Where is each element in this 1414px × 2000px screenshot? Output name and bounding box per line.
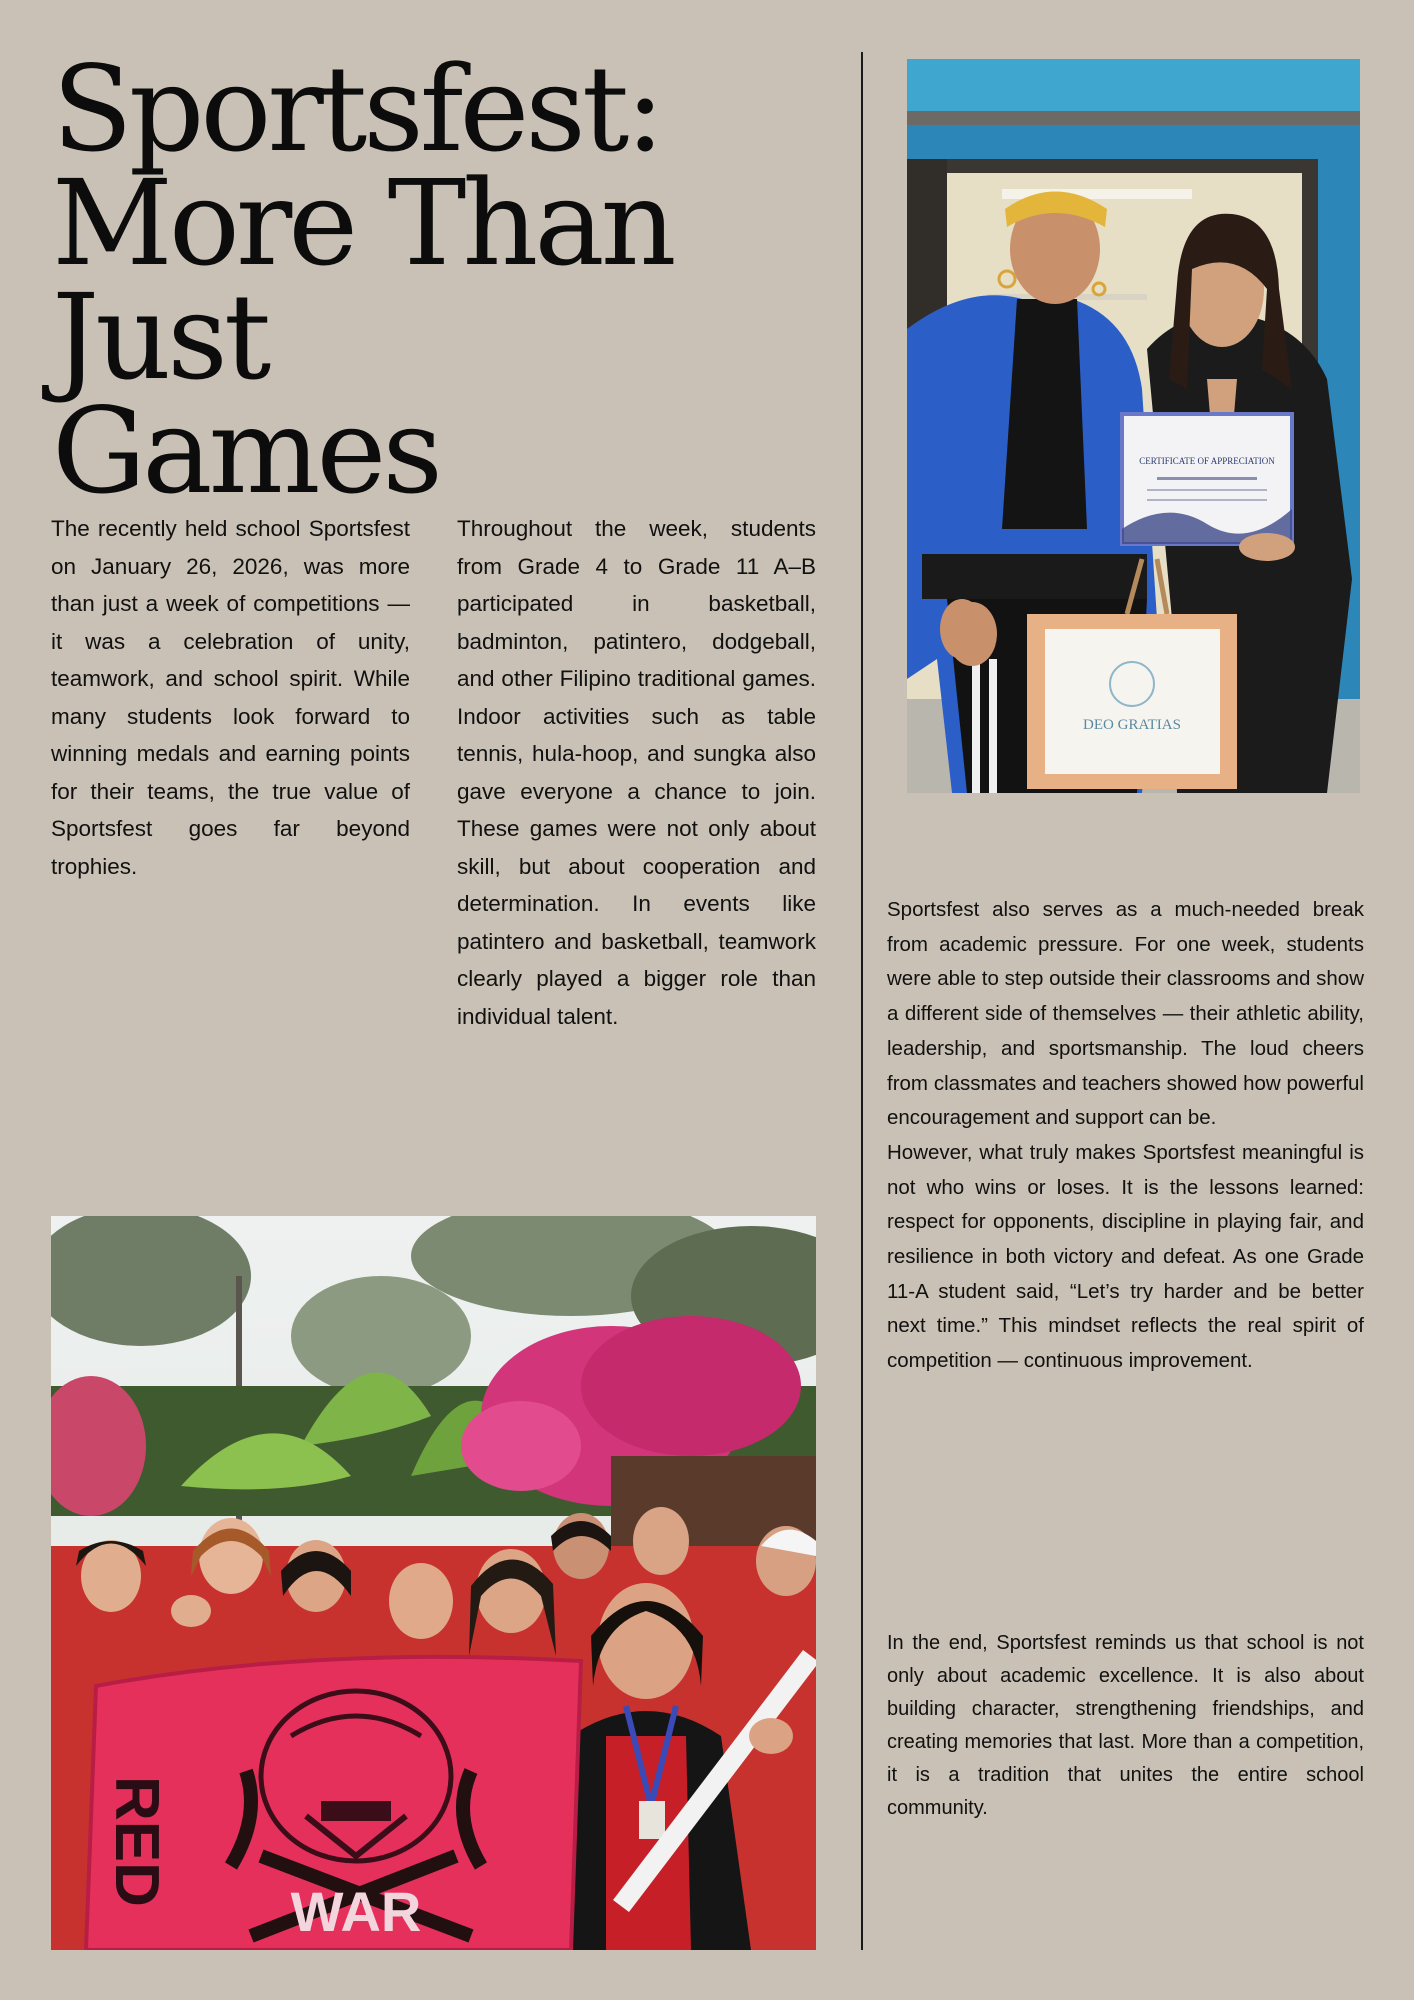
photo-students-banner [51,1216,816,1950]
title-line-2: More Than Just [52,154,673,406]
side-paragraph-3: In the end, Sportsfest reminds us that school is not only about academic excellence. It is also about building character, strengthening friendships, and creating memories that last. More than a competition, it is a tradition that unites the entire school community. [887,1632,1364,1819]
side-paragraph-1: Sportsfest also serves as a much-needed break from academic pressure. For one week, students were able to step outside their classrooms and show a different side of themselves — their athletic ability, leadership, and sportsmanship. The loud cheers from classmates and teachers showed how powerful encouragement and support can be. [887,898,1364,1130]
body-column-1: The recently held school Sportsfest on January 26, 2026, was more than just a week of competitions — it was a celebration of unity, teamwork, and school spirit. While many students look forward to winning medals and earning points for their teams, the true value of Sportsfest goes far beyond trophies. [51,516,410,879]
banner-word-war: WAR [290,1880,422,1943]
title-line-3: Games [52,382,439,520]
photo-certificate-awarding [907,59,1360,793]
body-column-2: Throughout the week, students from Grade 4 to Grade 11 A–B participated in basketball, badminton, patintero, dodgeball, and other Filipino traditional games. Indoor activities such as table tennis, hula-hoop, and sungka also gave everyone a chance to join. These games were not only about skill, but about cooperation and determination. In events like patintero and basketball, teamwork clearly played a bigger role than individual talent. [457,516,816,1029]
title-line-1: Sportsfest: [52,40,662,178]
article-title [52,40,852,520]
column-divider [861,52,863,1950]
certificate-heading: CERTIFICATE OF APPRECIATION [1139,456,1275,466]
side-column-text [887,893,1364,1379]
side-paragraph-2: However, what truly makes Sportsfest meaningful is not who wins or loses. It is the lessons learned: respect for opponents, discipline in playing fair, and resilience in both victory and defeat. As one Grade 11-A student said, “Let’s try harder and be better next time.” This mindset reflects the real spirit of competition — continuous improvement. [887,1140,1364,1373]
banner-word-red: RED [102,1776,171,1907]
bag-text: DEO GRATIAS [1083,717,1181,733]
